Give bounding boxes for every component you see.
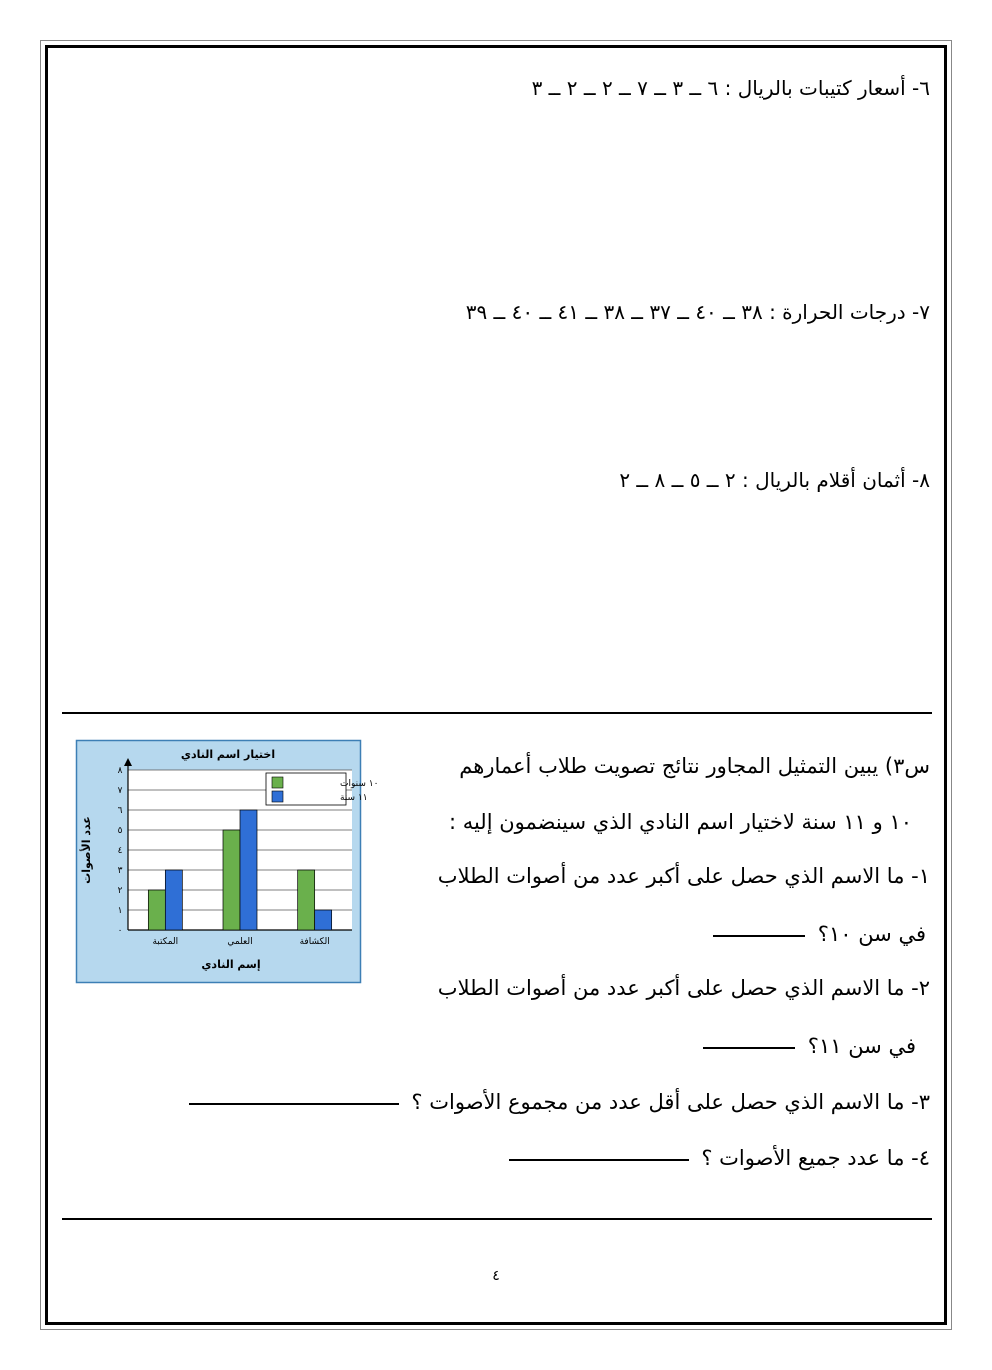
y-tick-label: ٦	[117, 806, 123, 816]
y-tick-label: ٣	[117, 866, 123, 876]
y-tick-label: ٠	[117, 926, 123, 936]
y-tick-label: ١	[117, 906, 123, 916]
club-vote-chart	[76, 740, 379, 983]
chart-title: اختيار اسم النادي	[180, 748, 276, 761]
section-divider-bottom	[62, 1218, 932, 1220]
bar-age11-2	[240, 810, 257, 930]
section-divider-top	[62, 712, 932, 714]
x-tick-label: الكشافة	[299, 937, 330, 947]
page-number: ٤	[492, 1268, 500, 1284]
q3-question4-line	[509, 1146, 930, 1170]
item-8-label: ٨- أثمان أقلام بالريال :	[741, 468, 930, 492]
q3-question1-line1: ١- ما الاسم الذي حصل على أكبر عدد من أصوات الطلاب	[437, 864, 930, 888]
item-8	[619, 468, 930, 492]
q3-question2-line2	[703, 1034, 916, 1058]
item-7-values: ٣٨ ــ ٤٠ ــ ٣٧ ــ ٣٨ ــ ٤١ ــ ٤٠ ــ ٣٩	[465, 300, 763, 324]
item-6-label: ٦- أسعار كتيبات بالريال :	[724, 76, 930, 100]
y-tick-label: ٧	[117, 786, 123, 796]
q3-question3-text: ٣- ما الاسم الذي حصل على أقل عدد من مجموع الأصوات ؟	[411, 1090, 930, 1114]
q3-question4-text: ٤- ما عدد جميع الأصوات ؟	[701, 1146, 930, 1170]
q3-question1-text: في سن ١٠؟	[817, 922, 926, 946]
chart-x-label: إسم النادي	[201, 958, 261, 971]
legend-swatch-10	[272, 777, 283, 788]
bar-age10-1	[148, 890, 165, 930]
legend-label-11: ١١ سنة	[340, 793, 368, 803]
bar-age10-2	[223, 830, 240, 930]
answer-blank-1[interactable]	[713, 933, 805, 937]
y-tick-label: ٥	[117, 826, 123, 836]
y-tick-label: ٤	[117, 846, 123, 856]
x-tick-label: العلمي	[227, 937, 253, 947]
q3-intro-line2: ١٠ و ١١ سنة لاختيار اسم النادي الذي سينضمون إليه :	[448, 810, 912, 834]
item-7	[466, 300, 930, 324]
y-tick-label: ٨	[117, 766, 123, 776]
y-tick-label: ٢	[117, 886, 123, 896]
q3-question3-line	[189, 1090, 930, 1114]
answer-blank-2[interactable]	[703, 1045, 795, 1049]
q3-question2-text: في سن ١١؟	[807, 1034, 916, 1058]
q3-intro-line1: س٣) يبين التمثيل المجاور نتائج تصويت طلاب أعمارهم	[459, 754, 930, 778]
item-6	[532, 76, 930, 100]
legend-label-10: ١٠ سنوات	[340, 779, 379, 789]
item-8-values: ٢ ــ ٥ ــ ٨ ــ ٢	[619, 468, 736, 492]
bar-age11-3	[315, 910, 332, 930]
q3-question2-line1: ٢- ما الاسم الذي حصل على أكبر عدد من أصوات الطلاب	[437, 976, 930, 1000]
x-tick-label: المكتبة	[152, 937, 179, 947]
page-border-inner	[45, 45, 947, 1325]
bar-age10-3	[298, 870, 315, 930]
legend-swatch-11	[272, 791, 283, 802]
item-7-label: ٧- درجات الحرارة :	[769, 300, 930, 324]
bar-age11-1	[165, 870, 182, 930]
answer-blank-3[interactable]	[189, 1101, 399, 1105]
q3-question1-line2	[713, 922, 926, 946]
chart-y-label: عدد الأصوات	[80, 816, 93, 884]
answer-blank-4[interactable]	[509, 1157, 689, 1161]
item-6-values: ٦ ــ ٣ ــ ٧ ــ ٢ ــ ٢ ــ ٣	[531, 76, 719, 100]
